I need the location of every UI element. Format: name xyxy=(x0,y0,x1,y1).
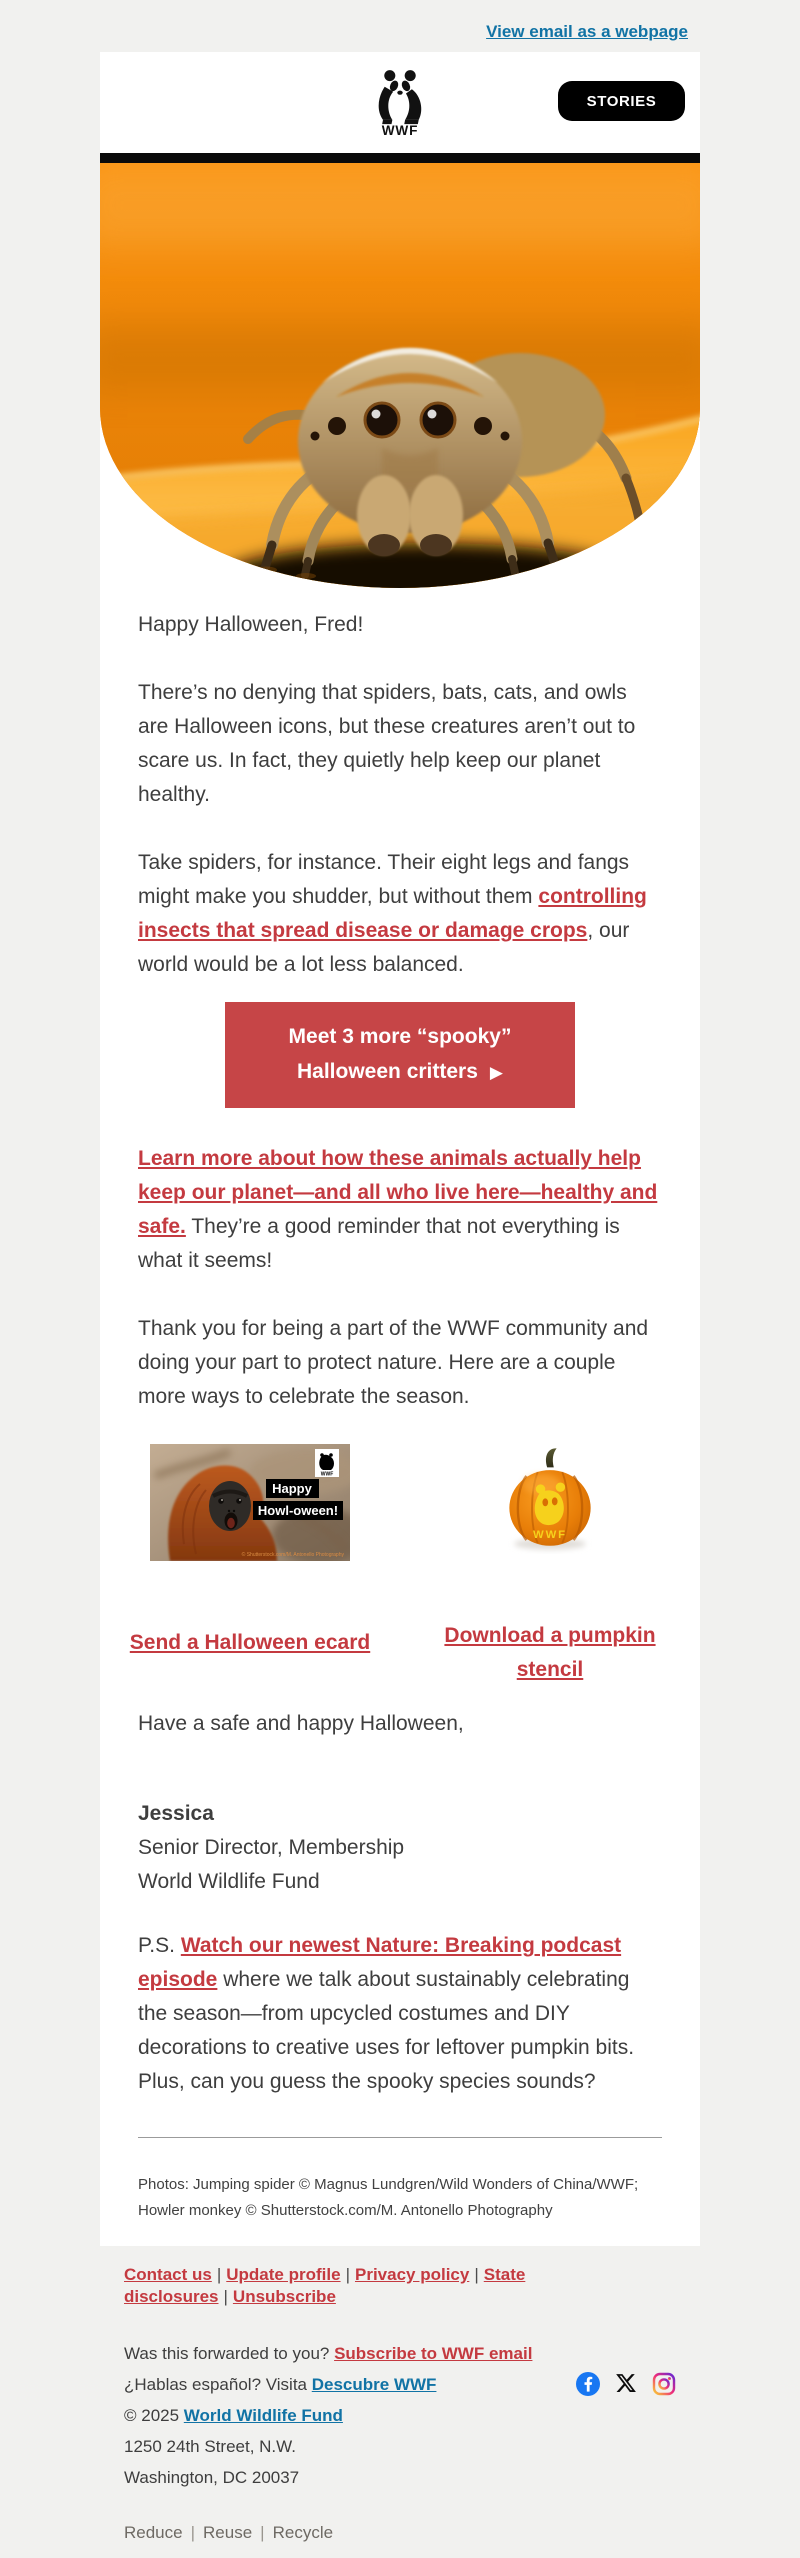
paragraph-1: There’s no denying that spiders, bats, cats, and owls are Halloween icons, but these creatures aren’t out to scare us. In fact, they quietly help keep our planet healthy. xyxy=(138,681,636,806)
footer-links-row xyxy=(124,2264,676,2308)
email-footer xyxy=(0,2246,800,2558)
spanish-text: ¿Hablas español? Visita xyxy=(124,2375,312,2394)
credits-divider xyxy=(138,2137,662,2138)
ps-paragraph xyxy=(138,1929,662,2099)
ps-text: where we talk about sustainably celebrating the season—from upcycled costumes and DIY decorations to creative uses for leftover pumpkin bits. Plus, can you guess the spooky species sounds? xyxy=(138,1968,635,2093)
contact-us-link[interactable]: Contact us xyxy=(124,2265,212,2284)
pumpkin-image-link[interactable] xyxy=(400,1444,700,1565)
topbar xyxy=(0,0,800,52)
howler-monkey-ecard-image xyxy=(150,1444,350,1561)
world-wildlife-fund-link[interactable]: World Wildlife Fund xyxy=(183,2406,343,2425)
send-ecard-link[interactable]: Send a Halloween ecard xyxy=(129,1631,371,1654)
recycle-label: Recycle xyxy=(272,2523,334,2542)
privacy-policy-link[interactable]: Privacy policy xyxy=(354,2265,470,2284)
cta-line-1: Meet 3 more “spooky” xyxy=(288,1025,512,1048)
reuse-label: Reuse xyxy=(203,2523,253,2542)
footer-separator: | xyxy=(223,2287,228,2306)
address-line-2: Washington, DC 20037 xyxy=(124,2468,300,2487)
state-disclosures-link[interactable]: State disclosures xyxy=(124,2265,526,2306)
cta-line-2-text: Halloween critters xyxy=(297,1060,478,1083)
podcast-link[interactable]: Watch our newest Nature: Breaking podcast episode xyxy=(138,1934,622,1991)
greeting: Happy Halloween, Fred! xyxy=(138,613,364,636)
ecard-badge-line1: Happy xyxy=(272,1481,312,1496)
paragraph-4: Thank you for being a part of the WWF community and doing your part to protect nature. Here are a couple more ways to celebrate the season. xyxy=(138,1317,649,1408)
paragraph-2-text: Take spiders, for instance. Their eight legs and fangs might make you shudder, but without them xyxy=(138,851,630,908)
wwf-panda-logo xyxy=(374,68,426,141)
paragraph-3 xyxy=(138,1142,662,1278)
signature-name: Jessica xyxy=(138,1802,214,1825)
paragraph-2 xyxy=(138,846,662,982)
closing-line: Have a safe and happy Halloween, xyxy=(138,1712,464,1735)
paragraph-2-text-end: , our world would be a lot less balanced. xyxy=(138,919,630,976)
footer-body xyxy=(124,2338,676,2493)
ecard-mini-wwf-logo: WWF xyxy=(320,1471,334,1478)
footer-separator: | xyxy=(474,2265,479,2284)
cta-line-2 xyxy=(225,1054,575,1090)
social-icons xyxy=(576,2372,676,2396)
wwf-pumpkin-image xyxy=(498,1444,602,1554)
forwarded-row xyxy=(124,2338,676,2369)
copyright-text: © 2025 xyxy=(124,2406,184,2425)
subscribe-link[interactable]: Subscribe to WWF email xyxy=(334,2344,533,2363)
email-body xyxy=(100,608,700,2246)
descubre-wwf-link[interactable]: Descubre WWF xyxy=(311,2375,437,2394)
forwarded-text: Was this forwarded to you? xyxy=(124,2344,335,2363)
x-twitter-icon[interactable] xyxy=(615,2372,637,2396)
reduce-label: Reduce xyxy=(124,2523,183,2542)
email-card xyxy=(100,52,700,2246)
ecard-image-link[interactable] xyxy=(100,1444,400,1572)
recycle-row xyxy=(124,2517,676,2558)
instagram-icon[interactable] xyxy=(652,2372,676,2396)
learn-more-link[interactable]: Learn more about how these animals actually help keep our planet—and all who live here—healthy and safe. xyxy=(138,1147,658,1238)
ps-prefix: P.S. xyxy=(138,1934,181,1957)
signature-block xyxy=(138,1797,662,1899)
pumpkin-carving-text: WWF xyxy=(533,1529,567,1542)
footer-separator: | xyxy=(345,2265,350,2284)
meet-critters-cta-button[interactable] xyxy=(225,1002,575,1108)
recycle-separator: | xyxy=(260,2523,265,2542)
download-stencil-link[interactable]: Download a pumpkin stencil xyxy=(444,1624,656,1681)
view-as-webpage-link[interactable]: View email as a webpage xyxy=(486,22,688,41)
play-arrow-icon: ▶ xyxy=(489,1063,503,1082)
signature-org: World Wildlife Fund xyxy=(138,1870,320,1893)
copyright-row xyxy=(124,2400,676,2431)
panda-logo-icon xyxy=(374,68,426,136)
header-divider-bar xyxy=(100,153,700,163)
update-profile-link[interactable]: Update profile xyxy=(226,2265,341,2284)
signature-title: Senior Director, Membership xyxy=(138,1836,405,1859)
logo-wordmark: WWF xyxy=(381,123,419,136)
recycle-separator: | xyxy=(190,2523,196,2542)
jumping-spider-illustration xyxy=(100,163,700,588)
unsubscribe-link[interactable]: Unsubscribe xyxy=(232,2287,336,2306)
stories-button[interactable]: STORIES xyxy=(558,81,685,121)
footer-separator: | xyxy=(216,2265,222,2284)
address-line-1: 1250 24th Street, N.W. xyxy=(124,2437,296,2456)
photo-credits: Photos: Jumping spider © Magnus Lundgren/Wild Wonders of China/WWF; Howler monkey © Shutterstock.com/M. Antonello Photography xyxy=(138,2176,639,2219)
ecard-badge-line2: Howl-oween! xyxy=(257,1503,339,1518)
paragraph-3-text: They’re a good reminder that not everything is what it seems! xyxy=(138,1215,620,1272)
controlling-insects-link[interactable]: controlling insects that spread disease or damage crops xyxy=(138,885,647,942)
facebook-icon[interactable] xyxy=(576,2372,600,2396)
email-header xyxy=(100,52,700,153)
ecard-photo-credit: © Shutterstock.com/M. Antonello Photography xyxy=(241,1552,344,1558)
promo-row xyxy=(100,1444,700,1687)
pumpkin-column xyxy=(400,1444,700,1687)
hero-spider-image xyxy=(100,163,700,588)
ecard-column xyxy=(100,1444,400,1687)
